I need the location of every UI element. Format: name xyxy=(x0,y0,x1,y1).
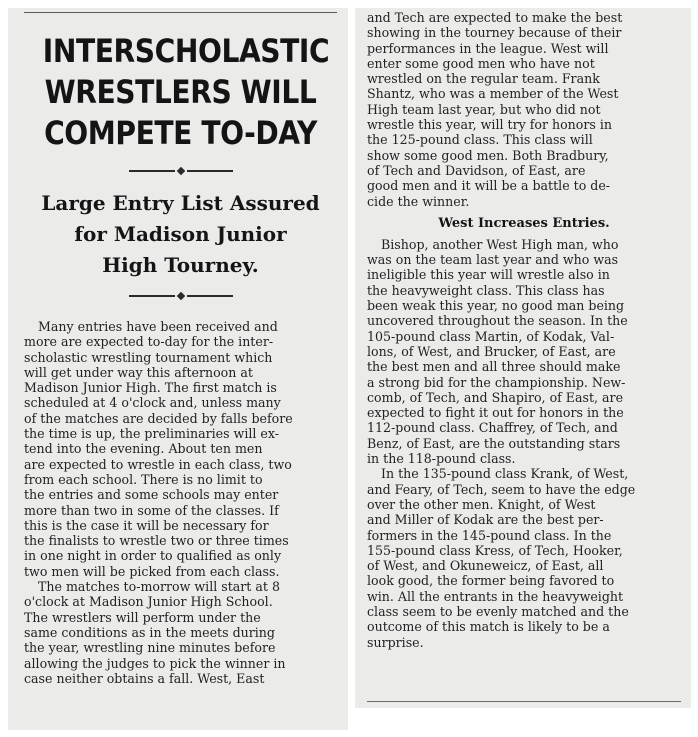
text-line: The matches to-morrow will start at 8 xyxy=(38,579,280,595)
text-line: wrestled on the regular team. Frank xyxy=(367,71,600,87)
text-line: Bishop, another West High man, who xyxy=(381,236,619,252)
text-line: Madison Junior High. The first match is xyxy=(24,380,277,396)
body-paragraph xyxy=(24,579,337,686)
text-line: win. All the entrants in the heavyweight xyxy=(367,588,624,604)
body-paragraph xyxy=(367,466,681,650)
ornament-divider xyxy=(24,291,337,301)
text-line: the best men and all three should make xyxy=(367,359,621,375)
text-line: scheduled at 4 o'clock and, unless many xyxy=(24,395,281,411)
text-line: more are expected to-day for the inter- xyxy=(24,334,274,350)
text-line: 105-pound class Martin, of Kodak, Val- xyxy=(367,328,615,344)
text-line: uncovered throughout the season. In the xyxy=(367,313,628,329)
text-line: allowing the judges to pick the winner in xyxy=(24,655,286,671)
text-line: the finalists to wrestle two or three times xyxy=(24,533,289,549)
text-line: surprise. xyxy=(367,634,424,650)
text-line: show some good men. Both Bradbury, xyxy=(367,147,609,163)
text-line: in the 118-pound class. xyxy=(367,451,516,467)
text-line: the 125-pound class. This class will xyxy=(367,132,593,148)
text-line: of West, and Okuneweicz, of East, all xyxy=(367,558,604,574)
text-line: good men and it will be a battle to de- xyxy=(367,178,611,194)
right-column xyxy=(355,8,691,708)
ornament-divider xyxy=(24,166,337,176)
text-line: performances in the league. West will xyxy=(367,40,609,56)
text-line: two men will be picked from each class. xyxy=(24,563,280,579)
headline-line: INTERSCHOLASTIC xyxy=(42,32,330,70)
text-line: case neither obtains a fall. West, East xyxy=(24,670,265,686)
text-line: 112-pound class. Chaffrey, of Tech, and xyxy=(367,420,618,436)
text-line: expected to fight it out for honors in the xyxy=(367,405,624,421)
text-line: the entries and some schools may enter xyxy=(24,487,279,503)
text-line: a strong bid for the championship. New- xyxy=(367,374,626,390)
text-line: High team last year, but who did not xyxy=(367,101,601,117)
text-line: outcome of this match is likely to be a xyxy=(367,619,610,635)
text-line: o'clock at Madison Junior High School. xyxy=(24,594,273,610)
text-line: cide the winner. xyxy=(367,193,470,209)
text-line: more than two in some of the classes. If xyxy=(24,502,279,518)
text-line: Benz, of East, are the outstanding stars xyxy=(367,435,621,451)
text-line: and Miller of Kodak are the best per- xyxy=(367,512,604,528)
text-line: of Tech and Davidson, of East, are xyxy=(367,162,586,178)
crosshead: West Increases Entries. xyxy=(438,215,610,231)
bottom-rule xyxy=(367,701,681,702)
text-line: and Tech are expected to make the best xyxy=(367,10,623,25)
text-line: was on the team last year and who was xyxy=(367,252,619,268)
body-paragraph xyxy=(24,319,337,579)
headline-line: WRESTLERS WILL xyxy=(44,73,317,111)
top-rule xyxy=(24,12,337,13)
text-line: this is the case it will be necessary for xyxy=(24,517,269,533)
text-line: will get under way this afternoon at xyxy=(24,364,253,380)
text-line: from each school. There is no limit to xyxy=(24,471,263,487)
text-line: scholastic wrestling tournament which xyxy=(24,349,273,365)
text-line: comb, of Tech, and Shapiro, of East, are xyxy=(367,389,624,405)
text-line: 155-pound class Kress, of Tech, Hooker, xyxy=(367,542,623,558)
text-line: ineligible this year will wrestle also in xyxy=(367,267,610,283)
left-column xyxy=(8,8,348,730)
text-line: the time is up, the preliminaries will ex- xyxy=(24,426,280,442)
text-line: over the other men. Knight, of West xyxy=(367,496,596,512)
text-line: tend into the evening. About ten men xyxy=(24,441,263,457)
text-line: class seem to be evenly matched and the xyxy=(367,603,629,619)
text-line: showing in the tourney because of their xyxy=(367,25,622,41)
text-line: of the matches are decided by falls before xyxy=(24,410,293,426)
text-line: Shantz, who was a member of the West xyxy=(367,86,619,102)
text-line: and Feary, of Tech, seem to have the edge xyxy=(367,481,636,497)
text-line: wrestle this year, will try for honors in xyxy=(367,117,612,133)
text-line: in one night in order to qualified as only xyxy=(24,548,282,564)
text-line: In the 135-pound class Krank, of West, xyxy=(381,466,629,482)
text-line: The wrestlers will perform under the xyxy=(24,609,261,625)
text-line: the year, wrestling nine minutes before xyxy=(24,640,276,656)
headline xyxy=(42,31,330,154)
text-line: lons, of West, and Brucker, of East, are xyxy=(367,343,616,359)
subheadline-line: for Madison Junior xyxy=(74,222,287,246)
text-line: formers in the 145-pound class. In the xyxy=(367,527,612,543)
text-line: same conditions as in the meets during xyxy=(24,624,275,640)
subheadline-line: Large Entry List Assured xyxy=(41,191,320,215)
subheadline-line: High Tourney. xyxy=(102,253,259,277)
headline-line: COMPETE TO-DAY xyxy=(44,114,317,152)
text-line: been weak this year, no good man being xyxy=(367,298,625,314)
body-paragraph xyxy=(367,10,681,209)
subheadline xyxy=(24,188,337,281)
text-line: enter some good men who have not xyxy=(367,55,595,71)
text-line: the heavyweight class. This class has xyxy=(367,282,605,298)
body-paragraph xyxy=(367,237,681,466)
text-line: are expected to wrestle in each class, two xyxy=(24,456,292,472)
text-line: Many entries have been received and xyxy=(38,319,278,334)
text-line: look good, the former being favored to xyxy=(367,573,615,589)
